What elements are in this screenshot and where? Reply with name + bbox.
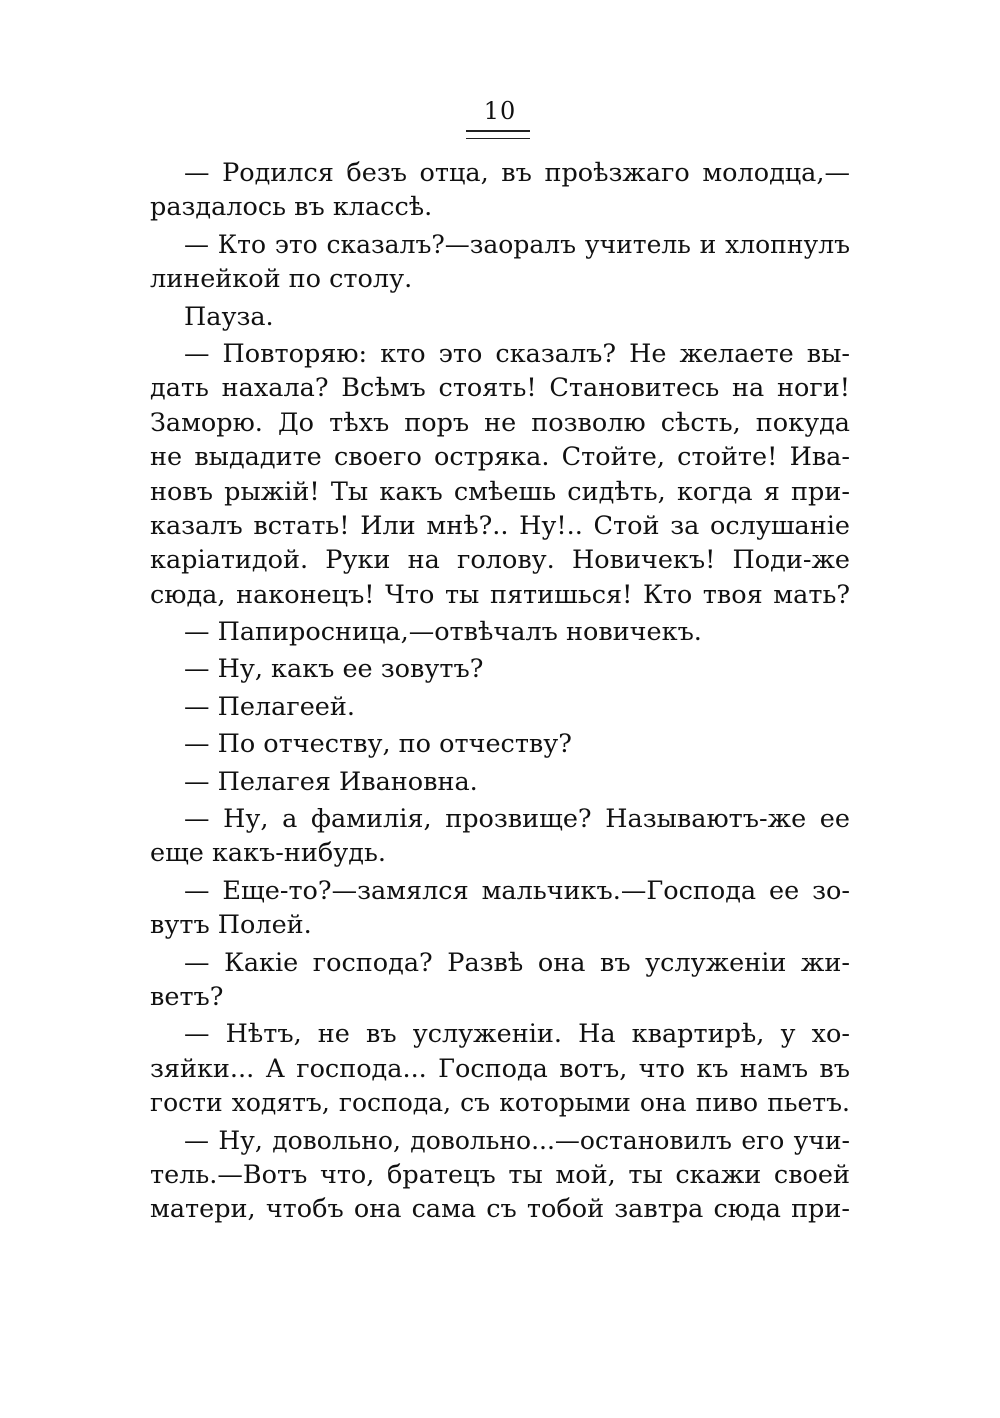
text-line: раздалось въ классѣ. xyxy=(150,192,433,223)
text-line: гости ходятъ, господа, съ которыми она пиво пьетъ. xyxy=(150,1088,850,1118)
text-line: каріатидой. Руки на голову. Новичекъ! Поди-же xyxy=(150,545,850,576)
text-line: Пауза. xyxy=(184,301,274,332)
text-line: не выдадите своего остряка. Стойте, стойте! Ива- xyxy=(150,442,850,473)
text-line: — Какіе господа? Развѣ она въ услуженіи жи- xyxy=(184,947,850,978)
text-line: вутъ Полей. xyxy=(150,910,312,941)
text-line: еще какъ-нибудь. xyxy=(150,838,386,869)
text-line: — Пелагеей. xyxy=(184,691,355,722)
text-line: — Повторяю: кто это сказалъ? Не желаете вы- xyxy=(184,338,850,369)
text-line: новъ рыжій! Ты какъ смѣешь сидѣть, когда я при- xyxy=(150,476,850,507)
text-line: казалъ встать! Или мнѣ?.. Ну!.. Стой за ослушаніе xyxy=(150,510,850,541)
text-line: Заморю. До тѣхъ поръ не позволю сѣсть, покуда xyxy=(150,407,850,438)
text-line: — Родился безъ отца, въ проѣзжаго молодца,— xyxy=(184,158,850,188)
text-line: зяйки... А господа... Господа вотъ, что къ намъ въ xyxy=(150,1053,850,1084)
text-line: матери, чтобъ она сама съ тобой завтра сюда при- xyxy=(150,1194,850,1225)
page-number: 10 xyxy=(483,97,517,125)
text-line: — Ну, довольно, довольно...—остановилъ его учи- xyxy=(184,1125,850,1155)
text-line: сюда, наконецъ! Что ты пятишься! Кто твоя мать? xyxy=(150,579,850,610)
text-line: — Ну, а фамилія, прозвище? Называютъ-же ее xyxy=(184,804,850,835)
text-line: — Еще-то?—замялся мальчикъ.—Господа ее зо- xyxy=(184,875,850,906)
text-line: тель.—Вотъ что, братецъ ты мой, ты скажи своей xyxy=(150,1159,850,1190)
text-line: — По отчеству, по отчеству? xyxy=(184,729,572,760)
text-line: дать нахала? Всѣмъ стоять! Становитесь на ноги! xyxy=(150,373,850,404)
body-text xyxy=(150,156,850,1227)
text-line: линейкой по столу. xyxy=(150,264,413,295)
text-line: — Нѣтъ, не въ услуженіи. На квартирѣ, у хо- xyxy=(184,1019,850,1050)
page-number-rule xyxy=(466,130,530,139)
text-line: — Ну, какъ ее зовутъ? xyxy=(184,654,484,685)
text-line: — Кто это сказалъ?—заоралъ учитель и хлопнулъ xyxy=(184,229,850,259)
text-line: ветъ? xyxy=(150,981,224,1012)
text-line: — Пелагея Ивановна. xyxy=(184,766,478,797)
text-line: — Папиросница,—отвѣчалъ новичекъ. xyxy=(184,617,702,648)
